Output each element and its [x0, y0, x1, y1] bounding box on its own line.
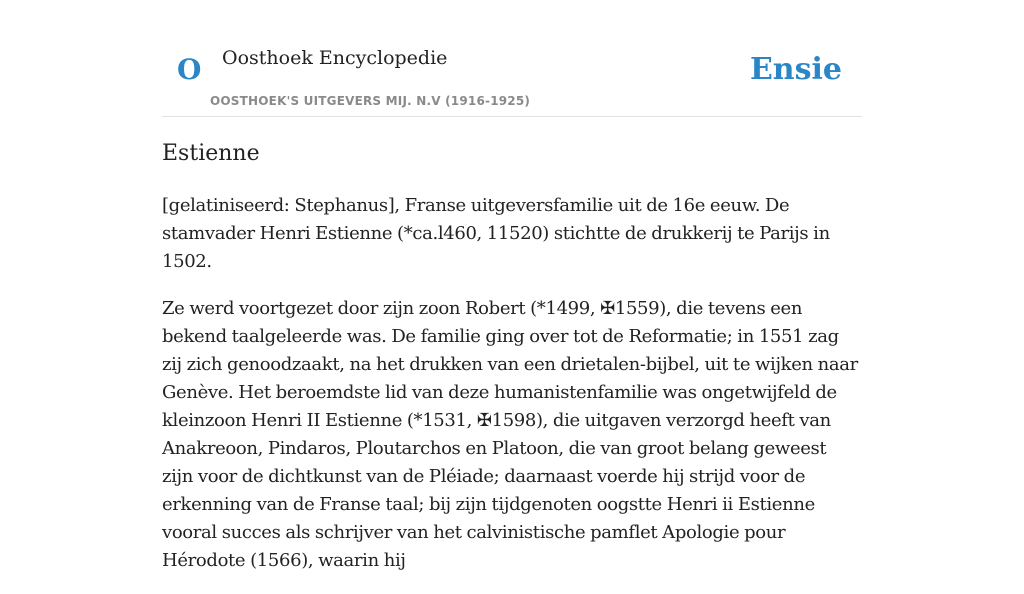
entry-paragraph: Ze werd voortgezet door zijn zoon Robert (*1499, ✠1559), die tevens een bekend taalgeleerde was. De familie ging over tot de Reformatie; in 1551 zag zij zich genoodzaakt, na het drukken van een drietalen-bijbel, uit te wijken naar Genève. Het beroemdste lid van deze humanistenfamilie was ongetwijfeld de kleinzoon Henri II Estienne (*1531, ✠1598), die uitgaven verzorgd heeft van Anakreoon, Pindaros, Ploutarchos en Platoon, die van groot belang geweest zijn voor de dichtkunst van de Pléiade; daarnaast voerde hij strijd voor de erkenning van de Franse taal; bij zijn tijdgenoten oogstte Henri ii Estienne vooral succes als schrijver van het calvinistische pamflet Apologie pour Hérodote (1566), waarin hij [162, 298, 858, 571]
logo-icon[interactable]: O [177, 53, 202, 86]
publisher-subtitle: OOSTHOEK'S UITGEVERS MIJ. N.V (1916-1925) [210, 94, 531, 108]
brand-logo[interactable]: Ensie [749, 52, 842, 87]
site-header [162, 0, 862, 117]
site-title[interactable]: Oosthoek Encyclopedie [222, 47, 448, 69]
entry-title: Estienne [162, 141, 260, 166]
entry-body [162, 192, 862, 594]
entry-paragraph: [gelatiniseerd: Stephanus], Franse uitgeversfamilie uit de 16e eeuw. De stamvader Henri Estienne (*ca.l460, 11520) stichtte de drukkerij te Parijs in 1502. [162, 195, 830, 272]
